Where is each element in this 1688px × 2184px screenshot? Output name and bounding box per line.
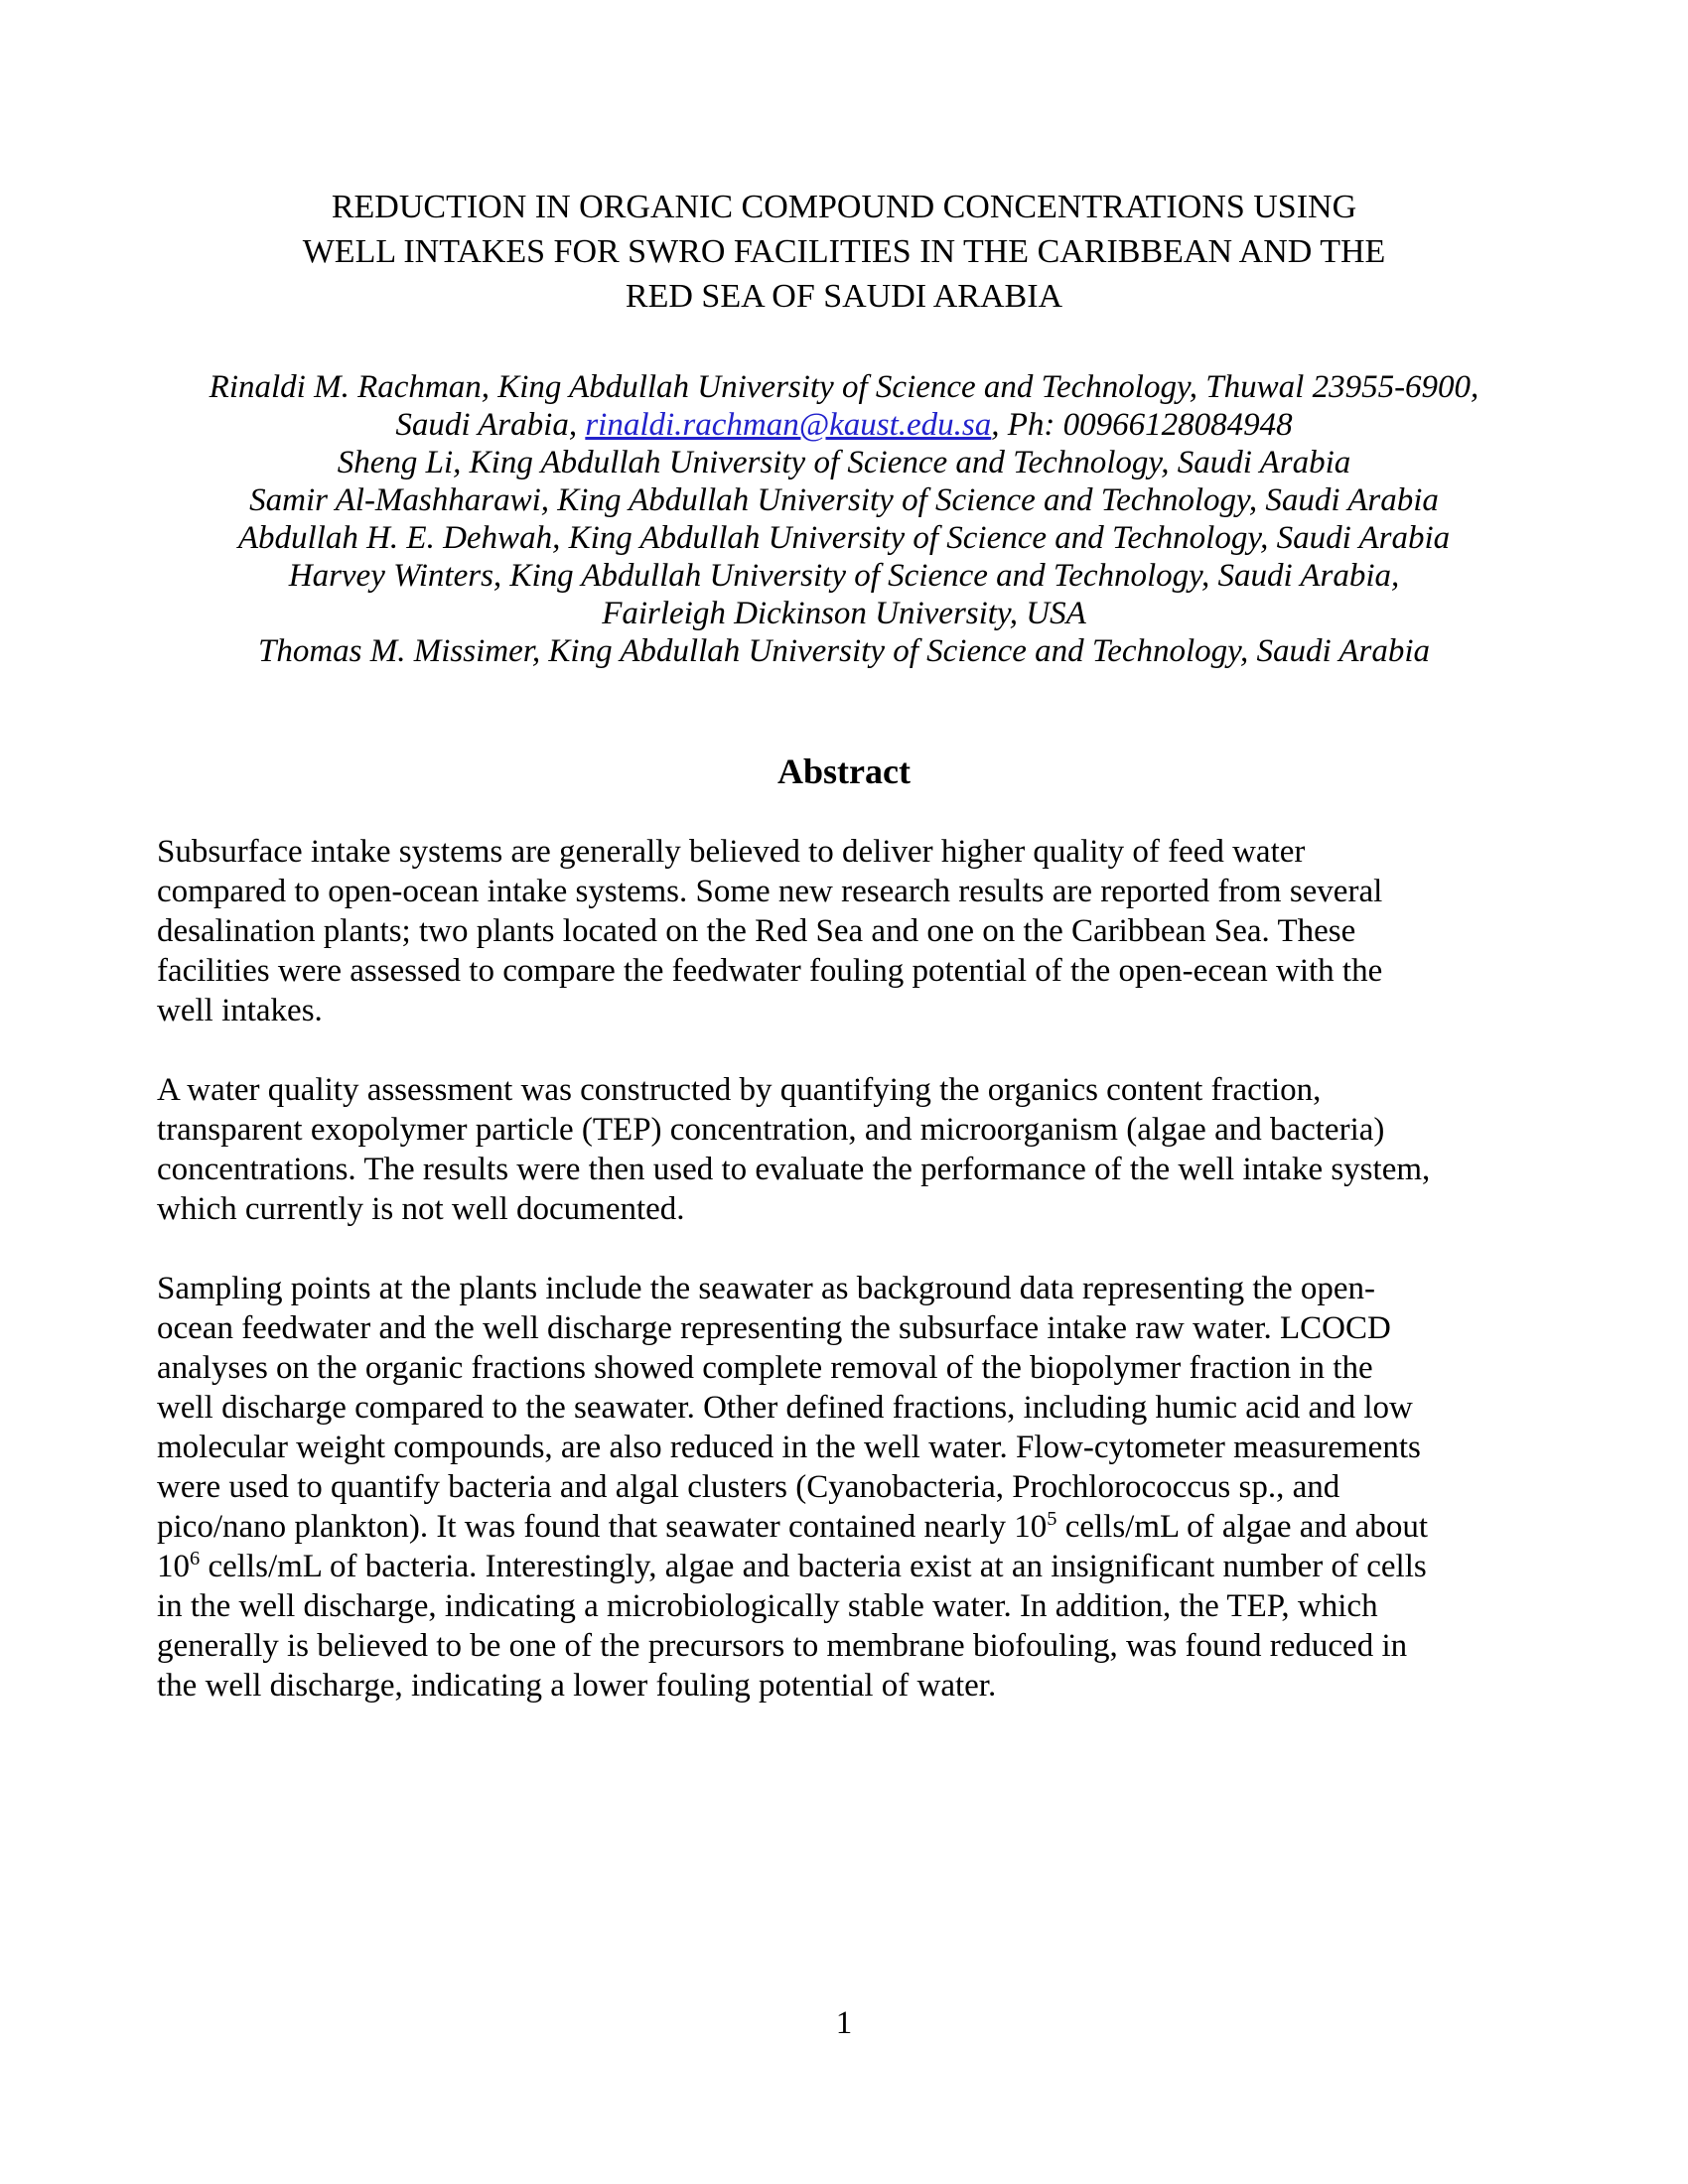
text-line: [157, 991, 1531, 1030]
abstract-heading: Abstract: [777, 751, 911, 791]
text-segment: Harvey Winters, King Abdullah University of Science and Technology, Saudi Arabia,: [288, 558, 1400, 594]
text-segment: were used to quantify bacteria and algal clusters (Cyanobacteria, Prochlorococcus sp., and: [157, 1469, 1340, 1505]
text-segment: Sheng Li, King Abdullah University of Science and Technology, Saudi Arabia: [337, 445, 1351, 480]
text-segment: concentrations. The results were then used to evaluate the performance of the well intake system,: [157, 1152, 1431, 1187]
text-line: [157, 1507, 1531, 1547]
text-line: [157, 632, 1531, 670]
text-segment: pico/nano plankton). It was found that seawater contained nearly 10: [157, 1509, 1048, 1545]
text-line: [157, 1308, 1531, 1348]
text-line: [157, 911, 1531, 951]
text-line: [157, 1547, 1531, 1586]
text-segment: Abdullah H. E. Dehwah, King Abdullah University of Science and Technology, Saudi Arabia: [237, 520, 1451, 556]
title-line: RED SEA OF SAUDI ARABIA: [625, 278, 1063, 315]
text-segment: desalination plants; two plants located on the Red Sea and one on the Caribbean Sea. These: [157, 913, 1356, 949]
text-segment: Thomas M. Missimer, King Abdullah University of Science and Technology, Saudi Arabia: [257, 633, 1430, 669]
abstract-body: [157, 832, 1531, 1706]
text-segment: transparent exopolymer particle (TEP) concentration, and microorganism (algae and bacteria): [157, 1112, 1385, 1148]
text-line: [157, 1070, 1531, 1110]
text-segment: , Ph: 00966128084948: [991, 407, 1293, 443]
text-segment: Saudi Arabia,: [395, 407, 586, 443]
text-line: [157, 1428, 1531, 1467]
abstract-paragraph: [157, 832, 1531, 1030]
text-segment: Rinaldi M. Rachman, King Abdullah University of Science and Technology, Thuwal 23955-6900,: [209, 369, 1479, 405]
text-line: [157, 1388, 1531, 1428]
text-line: [157, 1150, 1531, 1189]
text-segment: in the well discharge, indicating a microbiologically stable water. In addition, the TEP, which: [157, 1588, 1378, 1624]
title-line: WELL INTAKES FOR SWRO FACILITIES IN THE CARIBBEAN AND THE: [302, 233, 1386, 270]
text-segment: Fairleigh Dickinson University, USA: [602, 596, 1086, 631]
text-line: [157, 951, 1531, 991]
superscript: 6: [190, 1548, 201, 1570]
superscript: 5: [1047, 1508, 1057, 1530]
text-line: [157, 1626, 1531, 1666]
text-line: [157, 832, 1531, 872]
text-line: [157, 444, 1531, 481]
text-segment: which currently is not well documented.: [157, 1191, 685, 1227]
text-segment: cells/mL of algae and about: [1056, 1509, 1428, 1545]
email-link[interactable]: rinaldi.rachman@kaust.edu.sa: [585, 407, 992, 443]
title-line: REDUCTION IN ORGANIC COMPOUND CONCENTRATIONS USING: [331, 189, 1357, 225]
text-line: [157, 1586, 1531, 1626]
text-line: [157, 557, 1531, 595]
text-line: [157, 595, 1531, 632]
abstract-paragraph: [157, 1070, 1531, 1229]
text-line: [157, 1348, 1531, 1388]
text-segment: 10: [157, 1549, 190, 1584]
text-segment: ocean feedwater and the well discharge representing the subsurface intake raw water. LCOCD: [157, 1310, 1391, 1346]
text-line: [157, 519, 1531, 557]
text-segment: analyses on the organic fractions showed complete removal of the biopolymer fraction in the: [157, 1350, 1373, 1386]
text-line: [157, 1467, 1531, 1507]
text-segment: A water quality assessment was constructed by quantifying the organics content fraction,: [157, 1072, 1322, 1108]
text-segment: well intakes.: [157, 993, 323, 1028]
text-line: [157, 1110, 1531, 1150]
text-segment: cells/mL of bacteria. Interestingly, algae and bacteria exist at an insignificant number of cells: [200, 1549, 1427, 1584]
paper-title: [157, 185, 1531, 319]
text-segment: facilities were assessed to compare the feedwater fouling potential of the open-ecean with the: [157, 953, 1383, 989]
text-line: [157, 1269, 1531, 1308]
text-line: [157, 481, 1531, 519]
text-segment: compared to open-ocean intake systems. Some new research results are reported from several: [157, 874, 1383, 909]
text-line: [157, 872, 1531, 911]
text-segment: Subsurface intake systems are generally believed to deliver higher quality of feed water: [157, 834, 1306, 870]
text-line: [157, 368, 1531, 406]
text-segment: generally is believed to be one of the precursors to membrane biofouling, was found reduced in: [157, 1628, 1408, 1664]
text-line: [157, 1189, 1531, 1229]
text-segment: well discharge compared to the seawater. Other defined fractions, including humic acid and low: [157, 1390, 1413, 1426]
text-segment: Samir Al-Mashharawi, King Abdullah University of Science and Technology, Saudi Arabia: [249, 482, 1439, 518]
text-line: [157, 1666, 1531, 1706]
page-number: 1: [835, 2005, 853, 2041]
abstract-paragraph: [157, 1269, 1531, 1706]
author-block: [157, 368, 1531, 670]
text-line: [157, 406, 1531, 444]
text-segment: the well discharge, indicating a lower fouling potential of water.: [157, 1668, 997, 1704]
text-segment: molecular weight compounds, are also reduced in the well water. Flow-cytometer measurements: [157, 1430, 1421, 1465]
text-segment: Sampling points at the plants include the seawater as background data representing the open-: [157, 1271, 1376, 1306]
